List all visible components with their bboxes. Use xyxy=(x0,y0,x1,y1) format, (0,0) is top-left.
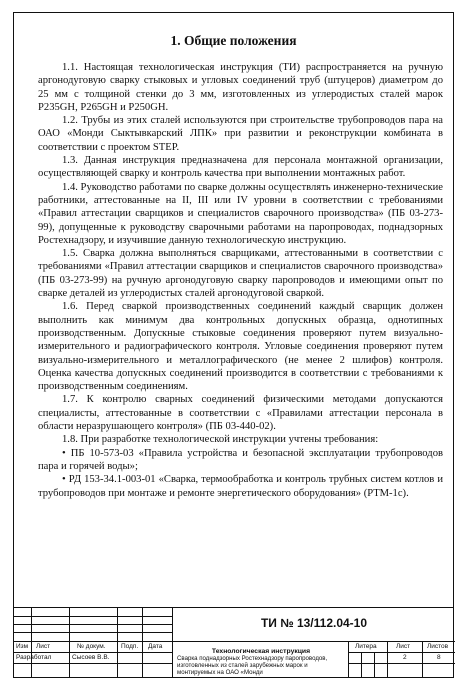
col-sign: Подп. xyxy=(121,643,139,650)
paragraph-1-4: 1.4. Руководство работами по сварке должны осуществлять инженерно-технические работники, аттестованные на II, III или IV уровни в соответствии с требованиями «Правил аттестации сварщиков и специалистов сварочного производства» (ПБ 03-273-99), допущенные к руководству сварочными работами на паропроводах, поднадзорных Ростехнадзору, и изучившие данную технологическую инструкцию. xyxy=(38,181,443,246)
grid-line xyxy=(387,641,388,678)
sheets-count: 8 xyxy=(437,654,441,661)
col-doc: № докум. xyxy=(77,643,106,650)
document-title: Технологическая инструкция xyxy=(211,648,311,655)
grid-line xyxy=(172,608,173,678)
grid-line xyxy=(14,641,455,642)
requirement-item-1: • ПБ 10-573-03 «Правила устройства и безопасной эксплуатации трубопроводов пара и горячей воды»; xyxy=(38,447,443,472)
col-date: Дата xyxy=(148,643,163,650)
grid-line xyxy=(422,641,423,678)
grid-line xyxy=(361,652,362,678)
grid-line xyxy=(69,608,70,678)
litera-header: Литера xyxy=(355,643,377,650)
section-body xyxy=(38,61,443,500)
sheet-number: 2 xyxy=(403,654,407,661)
paragraph-1-2: 1.2. Трубы из этих сталей используются при строительстве трубопроводов пара на ОАО «Монди Сыктывкарский ЛПК» при развитии и реконструкции комбината в соответствии с проектом STEP. xyxy=(38,115,443,153)
col-izm: Изм xyxy=(16,643,29,650)
grid-line xyxy=(117,608,118,678)
document-name xyxy=(177,648,345,676)
role-label: Разработал xyxy=(16,654,52,661)
grid-line xyxy=(31,608,32,678)
col-list: Лист xyxy=(36,643,51,650)
grid-line xyxy=(14,652,172,653)
grid-line xyxy=(14,616,172,617)
sheets-header: Листов xyxy=(427,643,449,650)
author-name: Сысоев В.В. xyxy=(72,654,110,661)
paragraph-1-1: 1.1. Настоящая технологическая инструкция (ТИ) распространяется на ручную аргонодуговую сварку стыковых и угловых соединений труб (штуцеров) диаметром до 25 мм с толщиной стенки до 3 мм, изготовленных из углеродистых сталей марок P235GH, P265GH и P250GH. xyxy=(38,62,443,113)
paragraph-1-5: 1.5. Сварка должна выполняться сварщиками, аттестованными в соответствии с требованиями «Правил аттестации сварщиков и специалистов сварочного производства» (ПБ 03-273-99) на ручную аргонодуговую сварку паропроводов и имеющими опыт по сварке деталей из углеродистых сталей аргонодуговой сваркой. xyxy=(38,248,443,300)
document-description: Сварка поднадзорных Ростехнадзору паропроводов, изготовленных из сталей зарубежных марок и монтируемых на ОАО «Монди xyxy=(177,655,328,676)
paragraph-1-8: 1.8. При разработке технологической инструкции учтены требования: xyxy=(62,434,379,446)
grid-line xyxy=(14,663,172,664)
grid-line xyxy=(348,652,455,653)
paragraph-1-3: 1.3. Данная инструкция предназначена для персонала монтажной организации, осуществляющей сварку и контроль качества при выполнении монтажных работ. xyxy=(38,155,443,180)
sheet-header: Лист xyxy=(396,643,411,650)
grid-line xyxy=(348,641,349,678)
section-heading: 1. Общие положения xyxy=(170,33,297,48)
grid-line xyxy=(348,663,455,664)
paragraph-1-7: 1.7. К контролю сварных соединений физическими методами допускаются специалисты, аттестованные в соответствии с «Правилами аттестации персонала в области неразрушающего контроля» (ПБ 03-440-02). xyxy=(38,394,443,433)
grid-line xyxy=(14,632,172,633)
grid-line xyxy=(374,652,375,678)
title-block xyxy=(14,607,453,677)
page-frame xyxy=(13,12,454,678)
grid-line xyxy=(142,608,143,678)
document-code: ТИ № 13/112.04-10 xyxy=(260,616,368,630)
paragraph-1-6: 1.6. Перед сваркой производственных соединений каждый сварщик должен выполнить как минимум два контрольных допускных образца, однотипных производственным. Допускные стыковые соединения проверяют путем визуально-измерительного и радиографического контроля. Угловые соединения проверяют путем визуально-измерительного и металлографического (не менее 2 шлифов) контроля. Оценка качества допускных соединений производится в соответствии с требованиями к производственным соединениям. xyxy=(38,301,443,393)
grid-line xyxy=(14,624,172,625)
requirement-item-2: • РД 153-34.1-003-01 «Сварка, термообработка и контроль трубных систем котлов и трубопроводов при монтаже и ремонте энергетического оборудования» (РТМ-1с). xyxy=(38,474,443,499)
